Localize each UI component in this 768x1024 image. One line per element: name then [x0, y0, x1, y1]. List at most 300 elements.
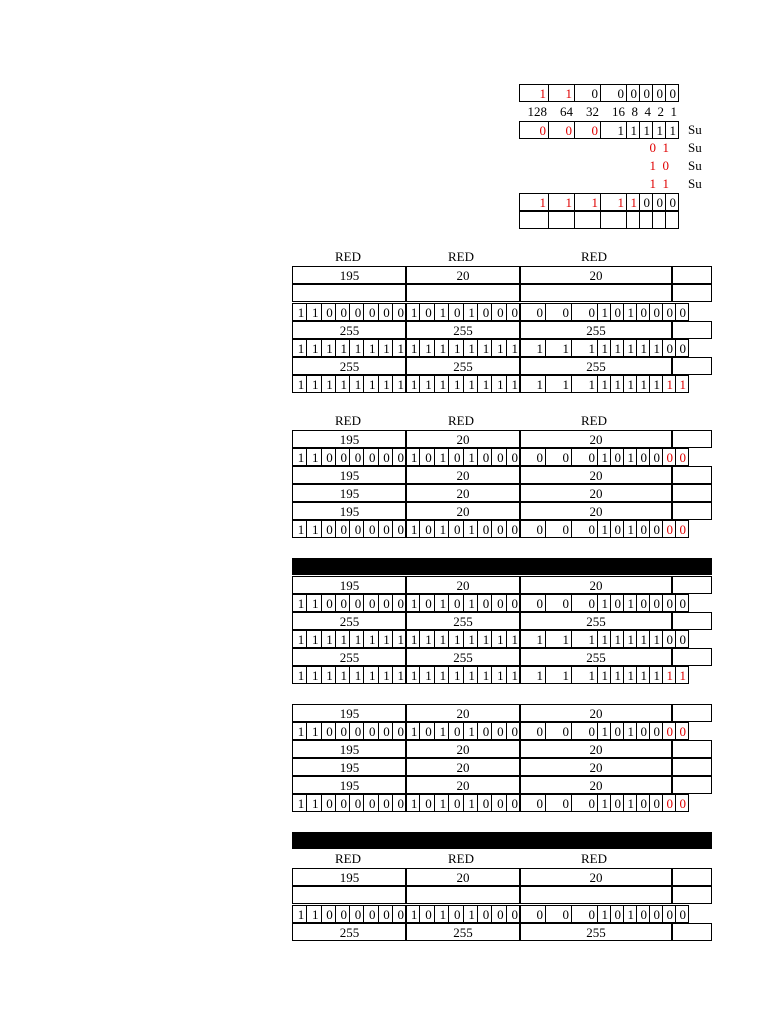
mask-bit: 0 [600, 84, 627, 102]
bit-cell: 0 [349, 722, 364, 740]
bit-cell: 0 [662, 594, 676, 612]
bit-cell: 1 [636, 666, 650, 684]
bit-cell: 1 [392, 630, 407, 648]
bit-cell: 0 [519, 794, 546, 812]
octet-value-row [671, 648, 712, 666]
bit-cell: 0 [662, 339, 676, 357]
bit-cell: 1 [545, 375, 572, 393]
bit-cell: 1 [434, 594, 449, 612]
bit-cell: 1 [292, 722, 307, 740]
bit-cell: 0 [610, 520, 624, 538]
bit-cell: 0 [519, 905, 546, 923]
bit-cell: 0 [519, 722, 546, 740]
mask-bit: 0 [519, 121, 549, 139]
octet-value-row: 20 [519, 740, 673, 758]
empty-cell [519, 211, 549, 229]
bit-cell: 1 [623, 905, 637, 923]
bit-cell: 1 [649, 375, 663, 393]
bit-cell: 1 [306, 339, 321, 357]
mask-bit: 0 [639, 84, 653, 102]
mask-bit: 0 [665, 84, 679, 102]
bit-cell: 1 [378, 339, 393, 357]
octet-value-row [671, 484, 712, 502]
section-banner [292, 832, 712, 849]
octet-value-row: 195 [292, 740, 407, 758]
mask-bit: 1 [519, 84, 549, 102]
pair-bit: 0 [649, 140, 656, 155]
bit-cell: 0 [321, 722, 336, 740]
bit-cell: 0 [378, 594, 393, 612]
pair-bit: 1 [662, 140, 669, 155]
octet-value-row: 195 [292, 430, 407, 448]
bit-cell: 0 [662, 905, 676, 923]
su-label: Su [688, 140, 702, 155]
bit-cell: 0 [477, 448, 492, 466]
bit-cell: 0 [649, 722, 663, 740]
bit-cell: 1 [306, 303, 321, 321]
bit-cell: 0 [378, 722, 393, 740]
bit-cell: 1 [571, 630, 598, 648]
bit-cell: 0 [491, 794, 506, 812]
bit-cell: 0 [477, 594, 492, 612]
bit-cell: 0 [448, 303, 463, 321]
bit-cell: 0 [491, 448, 506, 466]
bit-cell: 0 [491, 303, 506, 321]
bit-cell: 1 [491, 339, 506, 357]
bit-cell: 1 [448, 666, 463, 684]
mask-bit: 0 [574, 121, 601, 139]
bit-cell: 1 [292, 794, 307, 812]
octet-value-row: 20 [519, 704, 673, 722]
bit-cell: 1 [363, 666, 378, 684]
bit-cell: 1 [623, 339, 637, 357]
bit-cell: 0 [636, 303, 650, 321]
bit-cell: 1 [463, 448, 478, 466]
octet-value-row: 20 [405, 430, 521, 448]
bit-cell: 0 [675, 722, 689, 740]
octet-value-row: 20 [405, 502, 521, 520]
bit-cell: 1 [649, 630, 663, 648]
bit-cell: 0 [662, 722, 676, 740]
octet-value-row: 20 [519, 576, 673, 594]
bit-cell: 1 [306, 905, 321, 923]
bit-cell: 1 [623, 375, 637, 393]
bit-cell: 1 [378, 630, 393, 648]
octet-value-row [671, 704, 712, 722]
bit-cell: 0 [636, 594, 650, 612]
bit-cell: 1 [519, 339, 546, 357]
bit-cell: 1 [405, 520, 420, 538]
bit-cell: 1 [434, 520, 449, 538]
bit-cell: 0 [506, 905, 521, 923]
column-header-red: RED [448, 413, 474, 428]
bit-cell: 1 [463, 303, 478, 321]
bit-cell: 0 [675, 630, 689, 648]
octet-value-row [671, 758, 712, 776]
octet-value-row: 20 [519, 484, 673, 502]
empty-cell [548, 211, 575, 229]
bit-cell: 0 [662, 448, 676, 466]
bit-cell: 1 [477, 666, 492, 684]
bit-cell: 1 [463, 630, 478, 648]
bit-cell: 0 [349, 594, 364, 612]
bit-cell: 1 [434, 339, 449, 357]
bit-cell: 0 [363, 303, 378, 321]
bit-cell: 0 [506, 448, 521, 466]
bit-cell: 1 [463, 520, 478, 538]
bit-cell: 1 [649, 339, 663, 357]
bit-cell: 0 [506, 520, 521, 538]
bit-cell: 1 [419, 375, 434, 393]
column-header-red: RED [581, 413, 607, 428]
empty-cell [671, 886, 712, 904]
column-header-red: RED [335, 413, 361, 428]
bit-cell: 1 [463, 339, 478, 357]
mask-bit: 0 [626, 84, 640, 102]
bit-cell: 1 [321, 339, 336, 357]
bit-cell: 1 [636, 375, 650, 393]
bit-cell: 1 [610, 630, 624, 648]
octet-value-row: 195 [292, 868, 407, 886]
bit-cell: 1 [477, 630, 492, 648]
octet-value-row: 195 [292, 576, 407, 594]
empty-cell [639, 211, 653, 229]
bit-cell: 1 [597, 520, 611, 538]
bit-cell: 0 [491, 594, 506, 612]
bit-cell: 1 [335, 339, 350, 357]
bit-cell: 1 [434, 722, 449, 740]
bit-cell: 1 [597, 339, 611, 357]
bit-cell: 1 [597, 905, 611, 923]
octet-value-row: 20 [519, 266, 673, 284]
mask-bit: 1 [626, 193, 640, 211]
bit-cell: 0 [675, 303, 689, 321]
octet-value-row: 195 [292, 466, 407, 484]
bit-cell: 1 [448, 339, 463, 357]
bit-cell: 0 [419, 794, 434, 812]
bit-cell: 0 [610, 448, 624, 466]
bit-cell: 1 [306, 520, 321, 538]
octet-value-row [671, 576, 712, 594]
bit-cell: 0 [545, 722, 572, 740]
bit-cell: 1 [292, 303, 307, 321]
bit-cell: 0 [378, 448, 393, 466]
bit-cell: 0 [419, 303, 434, 321]
bit-cell: 1 [597, 594, 611, 612]
bit-cell: 0 [649, 303, 663, 321]
bit-cell: 1 [636, 630, 650, 648]
bit-cell: 1 [321, 666, 336, 684]
place-value: 2 [657, 104, 664, 119]
bit-cell: 1 [378, 375, 393, 393]
bit-cell: 1 [335, 630, 350, 648]
bit-cell: 1 [292, 594, 307, 612]
bit-cell: 1 [675, 666, 689, 684]
octet-value-row [671, 776, 712, 794]
bit-cell: 1 [306, 722, 321, 740]
column-header-red: RED [335, 851, 361, 866]
bit-cell: 0 [610, 722, 624, 740]
bit-cell: 1 [306, 594, 321, 612]
bit-cell: 1 [349, 630, 364, 648]
place-value: 4 [644, 104, 651, 119]
bit-cell: 0 [649, 520, 663, 538]
bit-cell: 1 [623, 520, 637, 538]
bit-cell: 0 [662, 794, 676, 812]
mask-bit: 1 [548, 84, 575, 102]
bit-cell: 1 [405, 339, 420, 357]
bit-cell: 0 [519, 594, 546, 612]
bit-cell: 0 [675, 905, 689, 923]
bit-cell: 0 [491, 722, 506, 740]
bit-cell: 1 [491, 375, 506, 393]
octet-value-row: 20 [405, 466, 521, 484]
bit-cell: 1 [448, 375, 463, 393]
bit-cell: 0 [610, 794, 624, 812]
bit-cell: 0 [636, 905, 650, 923]
place-value: 8 [631, 104, 638, 119]
bit-cell: 0 [392, 303, 407, 321]
mask-bit: 1 [639, 121, 653, 139]
bit-cell: 1 [662, 375, 676, 393]
bit-cell: 0 [335, 448, 350, 466]
bit-cell: 0 [349, 905, 364, 923]
bit-cell: 1 [392, 375, 407, 393]
bit-cell: 0 [448, 520, 463, 538]
octet-value-row: 255 [519, 357, 673, 375]
bit-cell: 1 [363, 339, 378, 357]
bit-cell: 1 [378, 666, 393, 684]
bit-cell: 0 [571, 794, 598, 812]
bit-cell: 1 [545, 666, 572, 684]
bit-cell: 0 [477, 905, 492, 923]
octet-value-row: 195 [292, 502, 407, 520]
mask-bit: 0 [548, 121, 575, 139]
bit-cell: 1 [597, 630, 611, 648]
bit-cell: 1 [292, 339, 307, 357]
bit-cell: 0 [448, 594, 463, 612]
octet-value-row [671, 266, 712, 284]
bit-cell: 1 [335, 666, 350, 684]
bit-cell: 0 [545, 905, 572, 923]
mask-bit: 1 [600, 121, 627, 139]
column-header-red: RED [581, 249, 607, 264]
bit-cell: 1 [623, 794, 637, 812]
bit-cell: 1 [321, 375, 336, 393]
bit-cell: 1 [434, 630, 449, 648]
mask-bit: 0 [652, 193, 666, 211]
octet-value-row: 255 [519, 648, 673, 666]
bit-cell: 0 [419, 722, 434, 740]
octet-value-row: 20 [405, 740, 521, 758]
bit-cell: 1 [434, 375, 449, 393]
bit-cell: 0 [545, 448, 572, 466]
bit-cell: 0 [519, 303, 546, 321]
bit-cell: 0 [519, 520, 546, 538]
empty-cell [519, 886, 673, 904]
bit-cell: 1 [349, 666, 364, 684]
octet-value-row: 255 [292, 648, 407, 666]
bit-cell: 0 [335, 905, 350, 923]
bit-cell: 0 [610, 905, 624, 923]
bit-cell: 1 [506, 375, 521, 393]
bit-cell: 0 [649, 448, 663, 466]
su-label: Su [688, 158, 702, 173]
bit-cell: 1 [610, 666, 624, 684]
bit-cell: 1 [434, 448, 449, 466]
bit-cell: 0 [419, 520, 434, 538]
octet-value-row: 20 [519, 502, 673, 520]
bit-cell: 1 [448, 630, 463, 648]
octet-value-row: 255 [405, 923, 521, 941]
bit-cell: 0 [378, 905, 393, 923]
bit-cell: 1 [463, 594, 478, 612]
bit-cell: 1 [662, 666, 676, 684]
bit-cell: 1 [597, 722, 611, 740]
bit-cell: 1 [491, 630, 506, 648]
bit-cell: 1 [506, 666, 521, 684]
pair-bit: 0 [662, 158, 669, 173]
bit-cell: 0 [321, 594, 336, 612]
bit-cell: 0 [649, 905, 663, 923]
bit-cell: 1 [405, 722, 420, 740]
bit-cell: 0 [349, 794, 364, 812]
bit-cell: 0 [349, 520, 364, 538]
bit-cell: 0 [363, 905, 378, 923]
bit-cell: 1 [623, 448, 637, 466]
bit-cell: 0 [477, 303, 492, 321]
bit-cell: 1 [419, 666, 434, 684]
bit-cell: 1 [321, 630, 336, 648]
bit-cell: 0 [571, 594, 598, 612]
bit-cell: 0 [321, 905, 336, 923]
empty-cell [292, 284, 407, 302]
mask-bit: 1 [600, 193, 627, 211]
bit-cell: 0 [321, 303, 336, 321]
bit-cell: 1 [623, 303, 637, 321]
place-value: 128 [527, 104, 547, 119]
bit-cell: 1 [519, 375, 546, 393]
bit-cell: 0 [506, 794, 521, 812]
column-header-red: RED [448, 249, 474, 264]
bit-cell: 1 [292, 520, 307, 538]
pair-bit: 1 [649, 176, 656, 191]
bit-cell: 1 [405, 666, 420, 684]
bit-cell: 0 [335, 794, 350, 812]
bit-cell: 1 [434, 303, 449, 321]
bit-cell: 0 [477, 722, 492, 740]
bit-cell: 0 [363, 594, 378, 612]
octet-value-row: 20 [405, 776, 521, 794]
bit-cell: 1 [545, 339, 572, 357]
bit-cell: 0 [519, 448, 546, 466]
octet-value-row: 255 [519, 321, 673, 339]
bit-cell: 0 [363, 722, 378, 740]
bit-cell: 1 [623, 722, 637, 740]
empty-cell [652, 211, 666, 229]
bit-cell: 0 [477, 794, 492, 812]
empty-cell [671, 284, 712, 302]
bit-cell: 1 [292, 630, 307, 648]
bit-cell: 1 [477, 339, 492, 357]
bit-cell: 0 [571, 722, 598, 740]
empty-cell [626, 211, 640, 229]
bit-cell: 0 [378, 303, 393, 321]
bit-cell: 0 [491, 520, 506, 538]
bit-cell: 0 [636, 794, 650, 812]
bit-cell: 1 [545, 630, 572, 648]
mask-bit: 0 [665, 193, 679, 211]
bit-cell: 1 [463, 666, 478, 684]
bit-cell: 1 [477, 375, 492, 393]
bit-cell: 1 [463, 722, 478, 740]
bit-cell: 1 [419, 339, 434, 357]
bit-cell: 0 [571, 905, 598, 923]
octet-value-row: 255 [519, 612, 673, 630]
bit-cell: 0 [545, 794, 572, 812]
column-header-red: RED [448, 851, 474, 866]
octet-value-row [671, 430, 712, 448]
octet-value-row: 255 [292, 321, 407, 339]
bit-cell: 1 [405, 448, 420, 466]
bit-cell: 0 [335, 520, 350, 538]
octet-value-row: 255 [405, 357, 521, 375]
bit-cell: 0 [649, 794, 663, 812]
bit-cell: 0 [392, 794, 407, 812]
bit-cell: 0 [448, 722, 463, 740]
octet-value-row [671, 868, 712, 886]
pair-bit: 1 [649, 158, 656, 173]
bit-cell: 1 [463, 375, 478, 393]
bit-cell: 0 [662, 520, 676, 538]
octet-value-row: 255 [405, 648, 521, 666]
bit-cell: 0 [571, 448, 598, 466]
octet-value-row [671, 466, 712, 484]
bit-cell: 0 [419, 905, 434, 923]
octet-value-row [671, 740, 712, 758]
octet-value-row: 195 [292, 266, 407, 284]
bit-cell: 1 [623, 630, 637, 648]
octet-value-row: 20 [405, 868, 521, 886]
bit-cell: 1 [597, 375, 611, 393]
octet-value-row: 255 [405, 612, 521, 630]
bit-cell: 1 [597, 303, 611, 321]
bit-cell: 0 [448, 905, 463, 923]
octet-value-row: 20 [405, 266, 521, 284]
bit-cell: 0 [321, 520, 336, 538]
empty-cell [405, 886, 521, 904]
octet-value-row: 255 [292, 612, 407, 630]
bit-cell: 0 [335, 594, 350, 612]
bit-cell: 0 [392, 520, 407, 538]
bit-cell: 0 [545, 303, 572, 321]
empty-cell [665, 211, 679, 229]
bit-cell: 0 [506, 722, 521, 740]
place-value: 16 [612, 104, 625, 119]
bit-cell: 0 [363, 794, 378, 812]
bit-cell: 1 [519, 666, 546, 684]
mask-bit: 0 [639, 193, 653, 211]
bit-cell: 0 [662, 303, 676, 321]
bit-cell: 1 [610, 339, 624, 357]
bit-cell: 1 [506, 339, 521, 357]
place-value: 32 [586, 104, 599, 119]
bit-cell: 1 [571, 666, 598, 684]
bit-cell: 1 [623, 594, 637, 612]
bit-cell: 1 [405, 303, 420, 321]
su-label: Su [688, 176, 702, 191]
bit-cell: 0 [392, 722, 407, 740]
